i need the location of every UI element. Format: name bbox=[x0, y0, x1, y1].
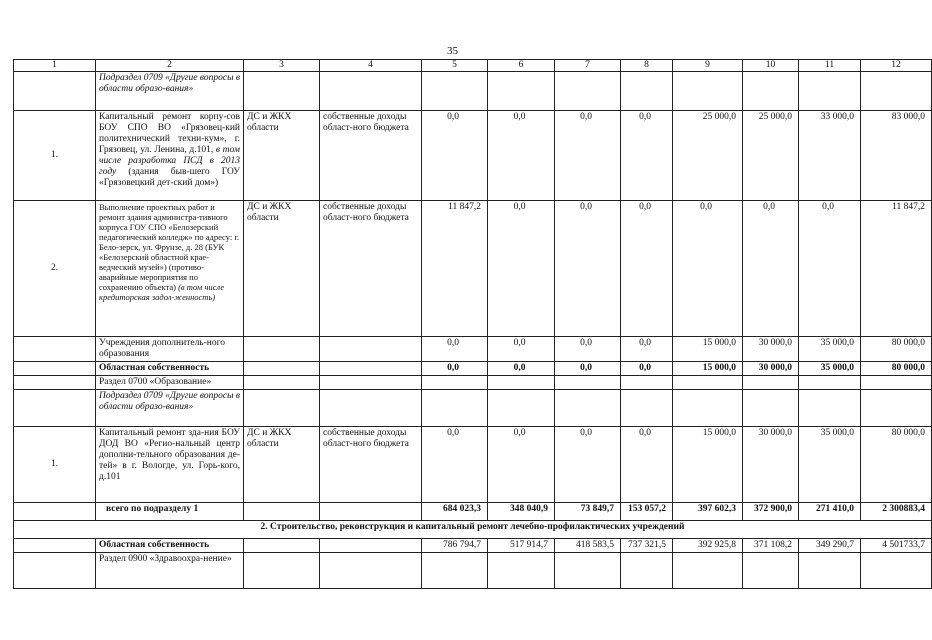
section-row bbox=[14, 521, 932, 539]
cell-value: 517 914,7 bbox=[488, 539, 555, 553]
table-row bbox=[14, 72, 932, 111]
cell-value: 153 057,2 bbox=[621, 503, 673, 521]
row-name: Раздел 0900 «Здравоохра-нение» bbox=[96, 553, 244, 589]
row-name: Областная собственность bbox=[96, 539, 244, 553]
row-department: ДС и ЖКХ области bbox=[244, 111, 320, 201]
row-name: Подраздел 0709 «Другие вопросы в области образо-вания» bbox=[96, 390, 244, 427]
row-name: Капитальный ремонт корпу-сов БОУ СПО ВО «Грязовец-кий политехнический техни-кум», г. Грязовец, ул. Ленина, д.101, в том числе разработка ПСД в 2013 году (здания быв-шего ГОУ «Грязовецкий дет-ский дом») bbox=[96, 111, 244, 201]
cell-value: 0,0 bbox=[673, 201, 743, 337]
cell-value: 35 000,0 bbox=[799, 362, 861, 376]
table-row bbox=[14, 539, 932, 553]
cell-value: 392 925,8 bbox=[673, 539, 743, 553]
col-header: 10 bbox=[743, 60, 799, 72]
cell-value: 80 000,0 bbox=[861, 337, 932, 362]
row-name: всего по подразделу 1 bbox=[96, 503, 244, 521]
cell-value: 15 000,0 bbox=[673, 427, 743, 503]
budget-table bbox=[13, 59, 932, 589]
cell-value: 0,0 bbox=[621, 362, 673, 376]
cell-value: 0,0 bbox=[422, 362, 488, 376]
row-name: Подраздел 0709 «Другие вопросы в области образо-вания» bbox=[96, 72, 244, 111]
cell-value: 15 000,0 bbox=[673, 362, 743, 376]
col-header: 6 bbox=[488, 60, 555, 72]
cell-value: 30 000,0 bbox=[743, 427, 799, 503]
cell-value: 0,0 bbox=[621, 427, 673, 503]
col-header: 3 bbox=[244, 60, 320, 72]
cell-value: 786 794,7 bbox=[422, 539, 488, 553]
cell-value: 0,0 bbox=[555, 201, 621, 337]
col-header: 1 bbox=[14, 60, 96, 72]
col-header: 8 bbox=[621, 60, 673, 72]
cell-value: 0,0 bbox=[555, 362, 621, 376]
row-department: ДС и ЖКХ области bbox=[244, 201, 320, 337]
cell-value: 35 000,0 bbox=[799, 337, 861, 362]
cell-value: 0,0 bbox=[621, 111, 673, 201]
row-funding-source: собственные доходы област-ного бюджета bbox=[320, 201, 422, 337]
cell-value: 348 040,9 bbox=[488, 503, 555, 521]
col-header: 4 bbox=[320, 60, 422, 72]
cell-value: 30 000,0 bbox=[743, 337, 799, 362]
cell-value: 349 290,7 bbox=[799, 539, 861, 553]
row-number: 1. bbox=[14, 427, 96, 503]
table-row bbox=[14, 553, 932, 589]
cell-value: 397 602,3 bbox=[673, 503, 743, 521]
cell-value: 15 000,0 bbox=[673, 337, 743, 362]
row-name: Выполнение проектных работ и ремонт здания администра-тивного корпуса ГОУ СПО «Белозерский педагогический колледж» по адресу: г. Бело-зерск, ул. Фрунзе, д. 28 (БУК «Белозерский областной крае-ведческий музей») (противо-аварийные мероприятия по сохранению объекта) (в том числе кредиторская задол-женность) bbox=[96, 201, 244, 337]
table-row bbox=[14, 427, 932, 503]
cell-value: 33 000,0 bbox=[799, 111, 861, 201]
table-row bbox=[14, 376, 932, 390]
table-row bbox=[14, 390, 932, 427]
table-row bbox=[14, 337, 932, 362]
cell-value: 11 847,2 bbox=[861, 201, 932, 337]
cell-value: 0,0 bbox=[743, 201, 799, 337]
cell-value: 0,0 bbox=[488, 201, 555, 337]
col-header: 2 bbox=[96, 60, 244, 72]
table-row bbox=[14, 201, 932, 337]
col-header: 5 bbox=[422, 60, 488, 72]
cell-value: 0,0 bbox=[422, 111, 488, 201]
cell-value: 2 300883,4 bbox=[861, 503, 932, 521]
cell-value: 0,0 bbox=[555, 427, 621, 503]
table-row bbox=[14, 503, 932, 521]
row-department: ДС и ЖКХ области bbox=[244, 427, 320, 503]
cell-value: 0,0 bbox=[799, 201, 861, 337]
cell-value: 372 900,0 bbox=[743, 503, 799, 521]
cell-value: 73 849,7 bbox=[555, 503, 621, 521]
col-header: 11 bbox=[799, 60, 861, 72]
row-funding-source: собственные доходы област-ного бюджета bbox=[320, 111, 422, 201]
col-header: 12 bbox=[861, 60, 932, 72]
cell-value: 83 000,0 bbox=[861, 111, 932, 201]
cell-value: 684 023,3 bbox=[422, 503, 488, 521]
cell-value: 0,0 bbox=[488, 362, 555, 376]
row-name: Раздел 0700 «Образование» bbox=[96, 376, 244, 390]
cell-value: 418 583,5 bbox=[555, 539, 621, 553]
row-name: Капитальный ремонт зда-ния БОУ ДОД ВО «Регио-нальный центр дополни-тельного образования де-тей» в г. Вологде, ул. Горь-кого, д.101 bbox=[96, 427, 244, 503]
section-title: 2. Строительство, реконструкция и капитальный ремонт лечебно-профилактических учреждений bbox=[14, 521, 932, 539]
cell-value: 25 000,0 bbox=[673, 111, 743, 201]
cell-value: 271 410,0 bbox=[799, 503, 861, 521]
cell-value: 0,0 bbox=[621, 337, 673, 362]
cell-value: 25 000,0 bbox=[743, 111, 799, 201]
page-number: 35 bbox=[447, 45, 458, 57]
row-name: Областная собственность bbox=[96, 362, 244, 376]
cell-value: 11 847,2 bbox=[422, 201, 488, 337]
cell-value: 4 501733,7 bbox=[861, 539, 932, 553]
table-row bbox=[14, 362, 932, 376]
row-number: 1. bbox=[14, 111, 96, 201]
cell-value: 0,0 bbox=[555, 337, 621, 362]
cell-value: 80 000,0 bbox=[861, 427, 932, 503]
header-row bbox=[14, 60, 932, 72]
cell-value: 0,0 bbox=[621, 201, 673, 337]
cell-value: 0,0 bbox=[488, 337, 555, 362]
cell-value: 0,0 bbox=[422, 427, 488, 503]
row-funding-source: собственные доходы област-ного бюджета bbox=[320, 427, 422, 503]
cell-value: 30 000,0 bbox=[743, 362, 799, 376]
cell-value: 80 000,0 bbox=[861, 362, 932, 376]
table-row bbox=[14, 111, 932, 201]
col-header: 9 bbox=[673, 60, 743, 72]
cell-value: 35 000,0 bbox=[799, 427, 861, 503]
cell-value: 0,0 bbox=[488, 427, 555, 503]
cell-value: 0,0 bbox=[488, 111, 555, 201]
cell-value: 0,0 bbox=[555, 111, 621, 201]
row-name: Учреждения дополнитель-ного образования bbox=[96, 337, 244, 362]
row-number: 2. bbox=[14, 201, 96, 337]
cell-value: 0,0 bbox=[422, 337, 488, 362]
cell-value: 737 321,5 bbox=[621, 539, 673, 553]
col-header: 7 bbox=[555, 60, 621, 72]
cell-value: 371 108,2 bbox=[743, 539, 799, 553]
